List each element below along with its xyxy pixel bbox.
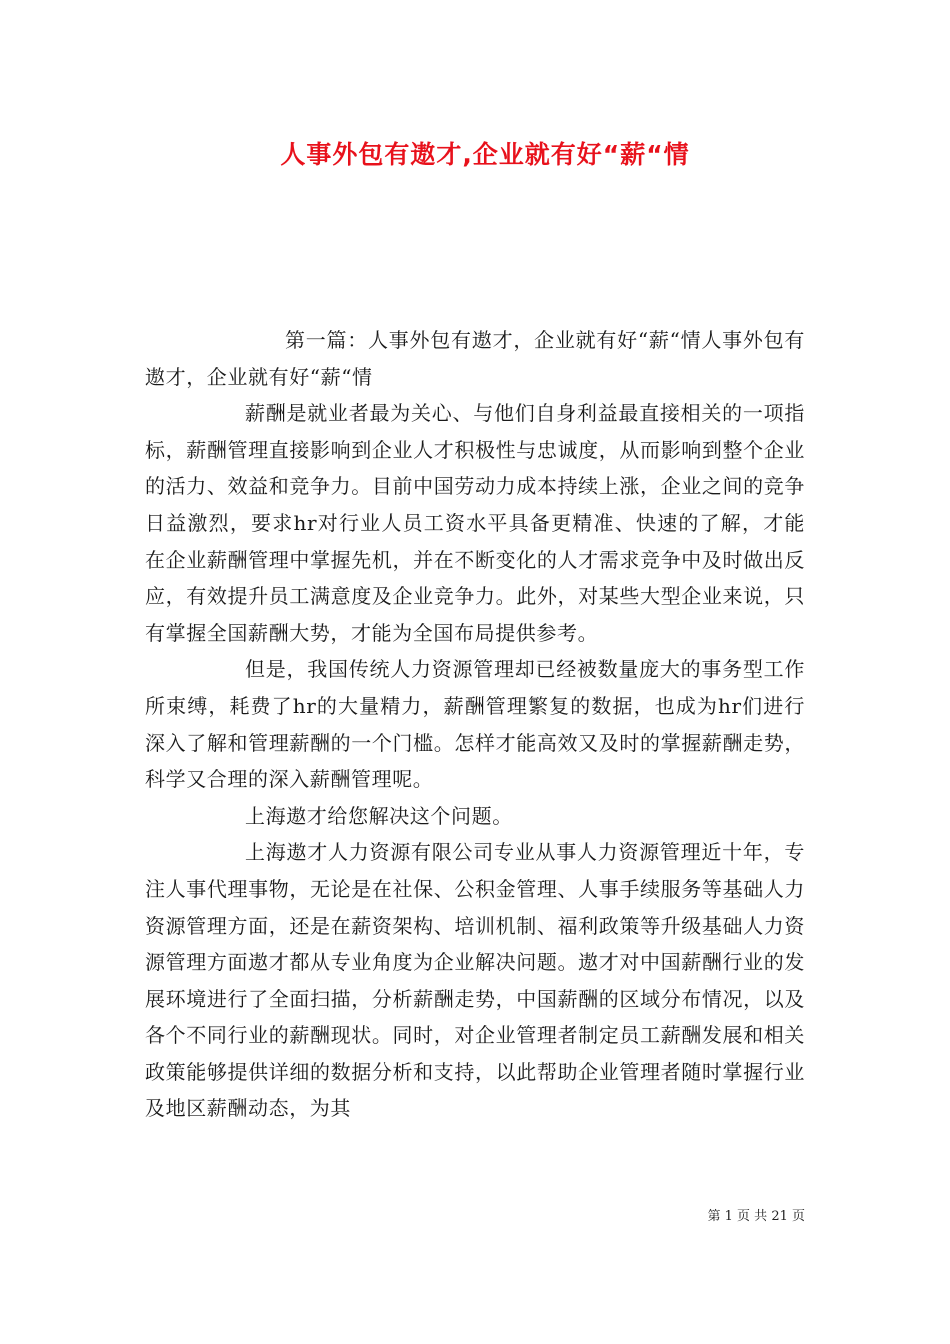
paragraph: 但是，我国传统人力资源管理却已经被数量庞大的事务型工作所束缚，耗费了hr的大量精力，薪酬管理繁复的数据，也成为hr们进行深入了解和管理薪酬的一个门槛。怎样才能高效又及时的掌握薪酬走势，科学又合理的深入薪酬管理呢。: [145, 657, 805, 792]
document-body: [145, 322, 805, 1127]
paragraph: 薪酬是就业者最为关心、与他们自身利益最直接相关的一项指标，薪酬管理直接影响到企业人才积极性与忠诚度，从而影响到整个企业的活力、效益和竞争力。目前中国劳动力成本持续上涨，企业之间的竞争日益激烈，要求hr对行业人员工资水平具备更精准、快速的了解，才能在企业薪酬管理中掌握先机，并在不断变化的人才需求竞争中及时做出反应，有效提升员工满意度及企业竞争力。此外，对某些大型企业来说，只有掌握全国薪酬大势，才能为全国布局提供参考。: [145, 401, 805, 645]
document-title: 人事外包有遨才,企业就有好“薪“情: [280, 140, 690, 169]
paragraph-heading: 第一篇：人事外包有遨才，企业就有好“薪“情人事外包有遨才，企业就有好“薪“情: [145, 328, 805, 389]
paragraph: 上海遨才给您解决这个问题。: [245, 803, 513, 828]
page-number-footer: 第 1 页 共 21 页: [707, 1209, 805, 1224]
paragraph: 上海遨才人力资源有限公司专业从事人力资源管理近十年，专注人事代理事物，无论是在社保、公积金管理、人事手续服务等基础人力资源管理方面，还是在薪资架构、培训机制、福利政策等升级基础人力资源管理方面遨才都从专业角度为企业解决问题。遨才对中国薪酬行业的发展环境进行了全面扫描，分析薪酬走势，中国薪酬的区域分布情况，以及各个不同行业的薪酬现状。同时，对企业管理者制定员工薪酬发展和相关政策能够提供详细的数据分析和支持，以此帮助企业管理者随时掌握行业及地区薪酬动态，为其: [145, 840, 805, 1121]
